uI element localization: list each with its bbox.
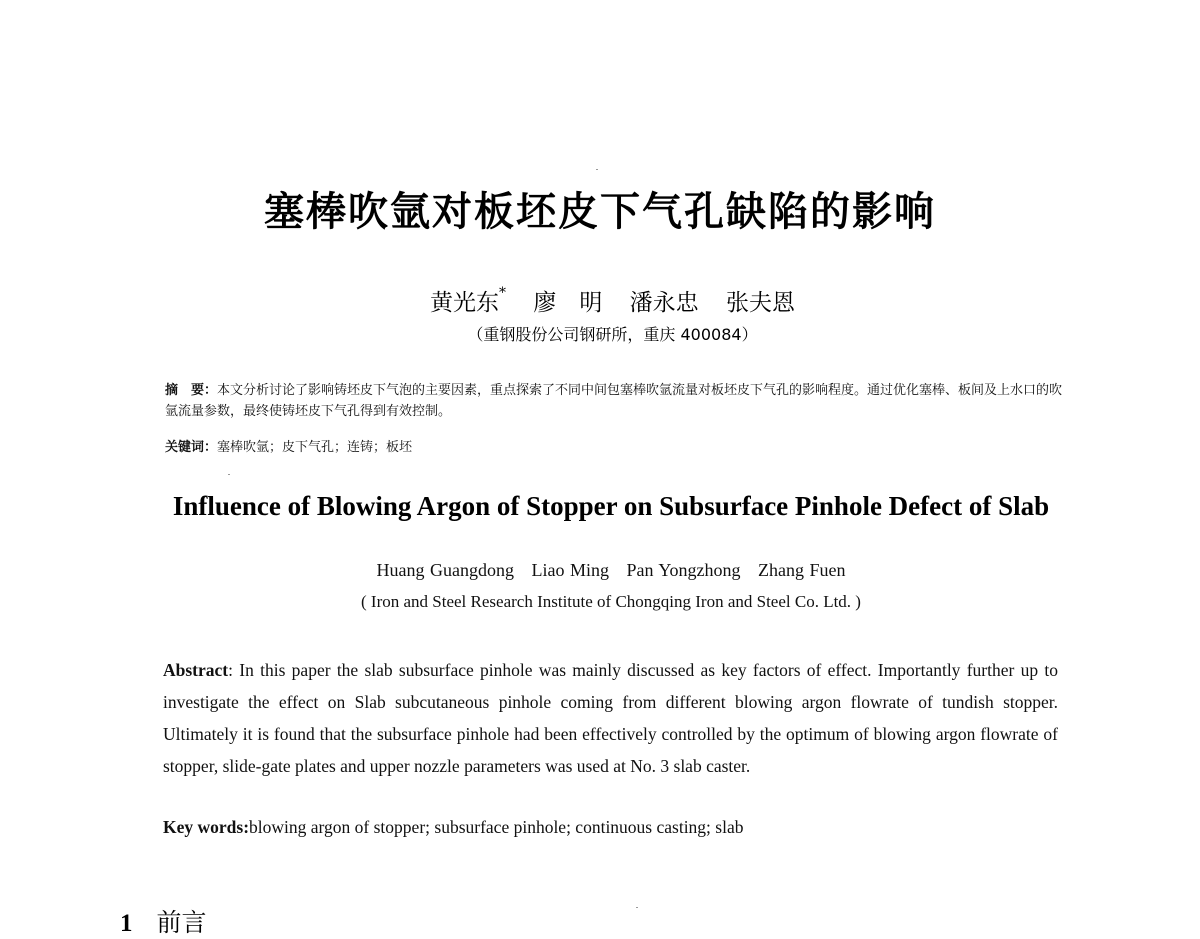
chinese-title: 塞棒吹氩对板坯皮下气孔缺陷的影响 (264, 189, 936, 235)
chinese-author-list (0, 284, 1200, 317)
chinese-keywords-text: 塞棒吹氩；皮下气孔；连铸；板坯 (217, 440, 413, 455)
english-affiliation: ( Iron and Steel Research Institute of Chongqing Iron and Steel Co. Ltd. ) (361, 592, 861, 611)
chinese-affiliation: （重钢股份公司钢研所，重庆 400084） (467, 325, 758, 344)
english-title: Influence of Blowing Argon of Stopper on Subsurface Pinhole Defect of Slab (172, 491, 1050, 521)
section-heading (120, 903, 207, 939)
english-keywords (163, 813, 1058, 841)
chinese-abstract-text: 本文分析讨论了影响铸坯皮下气泡的主要因素，重点探索了不同中间包塞棒吹氩流量对板坯皮下气孔的影响程度。通过优化塞棒、板间及上水口的吹氩流量参数，最终使铸坯皮下气孔得到有效控制。 (165, 383, 1063, 419)
chinese-author: 张夫恩 (725, 290, 795, 316)
chinese-abstract-label: 摘 要： (165, 383, 218, 398)
chinese-keywords (165, 437, 1070, 458)
english-author-list (0, 560, 1200, 581)
section-number: 1 (120, 910, 133, 937)
scan-speck (228, 474, 230, 475)
chinese-abstract (165, 380, 1070, 422)
chinese-author: 潘永忠 (629, 290, 699, 316)
english-keywords-label: Key words (163, 817, 244, 837)
scan-speck (596, 169, 598, 170)
section-title: 前言 (156, 908, 207, 937)
chinese-keywords-label: 关键词： (165, 440, 218, 455)
english-author: Pan Yongzhong (626, 560, 741, 580)
english-author: Liao Ming (531, 560, 609, 580)
chinese-author: 廖 明 (533, 290, 603, 316)
chinese-author: 黄光东* (430, 285, 507, 316)
corresponding-author-mark: * (499, 285, 507, 302)
english-abstract (163, 654, 1058, 782)
english-author: Zhang Fuen (758, 560, 846, 580)
english-keywords-text: blowing argon of stopper; subsurface pinhole; continuous casting; slab (249, 817, 744, 837)
english-abstract-label: Abstract (163, 660, 229, 680)
english-abstract-text: In this paper the slab subsurface pinhole was mainly discussed as key factors of effect. Importantly further up to investigate the effect on Slab subcutaneous pinhole coming from different blowing argon flowrate of tundish stopper. Ultimately it is found that the subsurface pinhole had been effectively controlled by the optimum of blowing argon flowrate of stopper, slide-gate plates and upper nozzle parameters was used at No. 3 slab caster. (163, 660, 1058, 776)
english-abstract-separator: : (228, 660, 240, 680)
scan-speck (636, 907, 638, 908)
english-author: Huang Guangdong (376, 560, 514, 580)
english-keywords-separator: : (243, 817, 250, 837)
